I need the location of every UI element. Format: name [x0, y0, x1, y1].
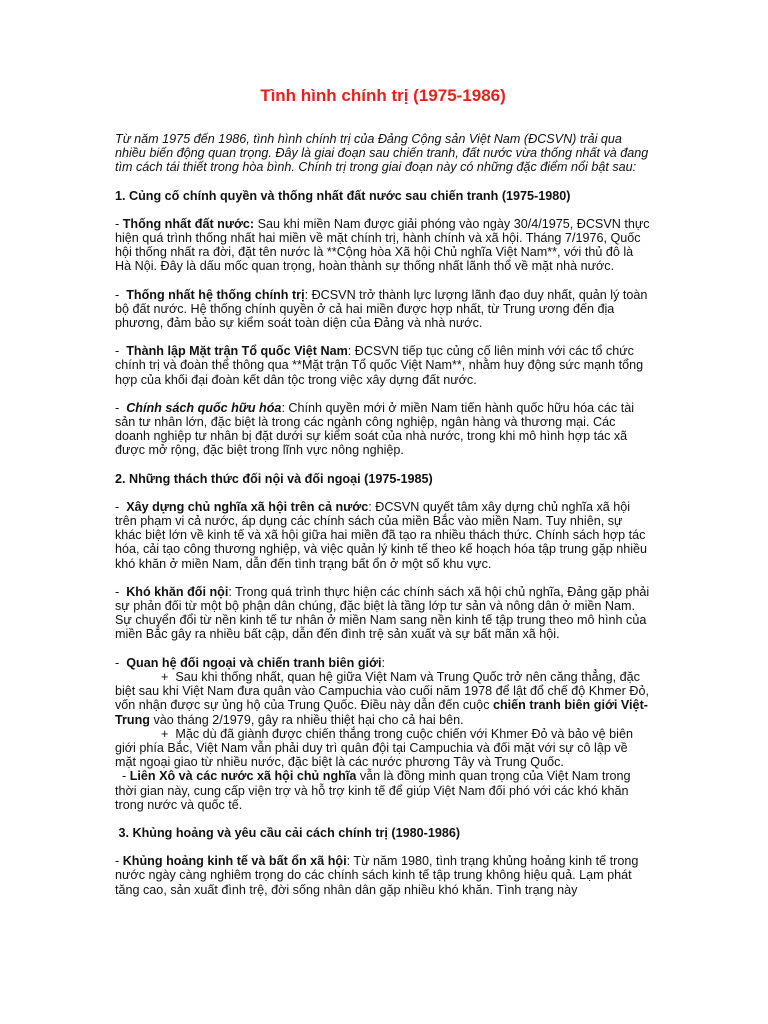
- section-1-paragraph-3: [115, 344, 651, 387]
- section-3-paragraph-1: [115, 854, 651, 897]
- paragraph-text: : ĐCSVN quyết tâm xây dựng chủ nghĩa xã hội trên phạm vi cả nước, áp dụng các chính sách của miền Bắc vào miền Nam. Tuy nhiên, sự khác biệt lớn về kinh tế và xã hội giữa hai miền đã tạo ra nhiều thách thức. Chính sách hợp tác hóa, cải tạo công thương nghiệp, và việc quản lý kinh tế theo kế hoạch hóa tập trung gặp nhiều khó khăn ở miền Nam, dẫn đến tình trạng bất ổn ở một số khu vực.: [115, 499, 648, 571]
- dash: -: [115, 769, 130, 784]
- term: Chính sách quốc hữu hóa: [126, 400, 282, 415]
- colon: :: [381, 655, 385, 670]
- plus-marker: +: [161, 669, 176, 684]
- bullet-text: Mặc dù đã giành được chiến thắng trong cuộc chiến với Khmer Đỏ và bảo vệ biên giới phía Bắc, Việt Nam vẫn phải duy trì quân đội tại Campuchia và đối mặt với sự cô lập về mặt ngoại giao từ nhiều nước, đặc biệt là các nước phương Tây và Trung Quốc.: [115, 726, 633, 770]
- dash: -: [115, 584, 127, 599]
- paragraph-text: Sau khi miền Nam được giải phóng vào ngày 30/4/1975, ĐCSVN thực hiện quá trình thống nhất hai miền về mặt chính trị, hành chính và xã hội. Tháng 7/1976, Quốc hội thống nhất ra đời, đặt tên nước là **Cộng hòa Xã hội Chủ nghĩa Việt Nam**, với thủ đô là Hà Nội. Đây là dấu mốc quan trọng, hoàn thành sự thống nhất lãnh thổ về mặt nhà nước.: [115, 216, 650, 274]
- bullet-1: [115, 670, 651, 727]
- term: Xây dựng chủ nghĩa xã hội trên cả nước: [126, 499, 369, 514]
- paragraph-text: : Từ năm 1980, tình trạng khủng hoảng kinh tế trong nước ngày càng nghiêm trọng do các chính sách kinh tế tập trung không hiệu quả. Lạm phát tăng cao, sản xuất đình trệ, đời sống nhân dân gặp nhiều khó khăn. Tình trạng này: [115, 854, 639, 897]
- bullet-text: vẫn là đồng minh quan trọng của Việt Nam trong thời gian này, cung cấp viện trợ và hỗ trợ kinh tế để giúp Việt Nam đối phó với các khó khăn trong nước và quốc tế.: [115, 769, 631, 812]
- dash: -: [115, 854, 123, 869]
- section-1-heading: 1. Củng cố chính quyền và thống nhất đất nước sau chiến tranh (1975-1980): [115, 188, 571, 203]
- term: Thành lập Mặt trận Tổ quốc Việt Nam: [126, 344, 348, 359]
- foreign-relations-line: [115, 656, 651, 670]
- paragraph-text: : ĐCSVN tiếp tục củng cố liên minh với các tổ chức chính trị và đoàn thể thông qua **Mặt trận Tổ quốc Việt Nam**, nhằm huy động sức mạnh tổng hợp của khối đại đoàn kết dân tộc trong việc xây dựng đất nước.: [115, 344, 644, 387]
- dash: -: [115, 216, 123, 231]
- dash: -: [115, 499, 127, 514]
- plus-marker: +: [161, 726, 176, 741]
- section-1-paragraph-1: [115, 217, 651, 274]
- term: Thống nhất hệ thống chính trị: [126, 287, 305, 302]
- section-1-paragraph-4: [115, 401, 651, 458]
- section-2-heading: 2. Những thách thức đối nội và đối ngoại (1975-1985): [115, 471, 433, 486]
- document-title: Tình hình chính trị (1975-1986): [260, 86, 506, 105]
- paragraph-text: : ĐCSVN trở thành lực lượng lãnh đạo duy nhất, quản lý toàn bộ đất nước. Hệ thống chính quyền ở cả hai miền được hợp nhất, từ Trung ương đến địa phương, đảm bảo sự kiểm soát toàn diện của Đảng và nhà nước.: [115, 287, 648, 331]
- section-1-paragraph-2: [115, 288, 651, 331]
- bullet-text-tail: vào tháng 2/1979, gây ra nhiều thiệt hại cho cả hai bên.: [149, 712, 464, 727]
- term: Khó khăn đối nội: [126, 584, 229, 599]
- term: chiến tranh biên giới Việt-Trung: [115, 698, 648, 727]
- bullet-text: Sau khi thống nhất, quan hệ giữa Việt Nam và Trung Quốc trở nên căng thẳng, đặc biệt sau khi Việt Nam đưa quân vào Campuchia vào cuối năm 1978 để lật đổ chế độ Khmer Đỏ, vốn nhận được sự ủng hộ của Trung Quốc. Điều này dẫn đến cuộc: [115, 669, 649, 713]
- bullet-3: [115, 769, 651, 812]
- term: Quan hệ đối ngoại và chiến tranh biên giới: [126, 655, 382, 670]
- intro-paragraph: Từ năm 1975 đến 1986, tình hình chính trị của Đảng Cộng sản Việt Nam (ĐCSVN) trải qua nhiều biến động quan trọng. Đây là giai đoạn sau chiến tranh, đất nước vừa thống nhất và đang tìm cách tái thiết trong hòa bình. Chính trị trong giai đoạn này có những đặc điểm nổi bật sau:: [115, 132, 649, 175]
- bullet-2: [115, 727, 651, 770]
- section-2-paragraph-3: [115, 656, 651, 812]
- document-body: [115, 86, 651, 911]
- section-2-paragraph-2: [115, 585, 651, 642]
- paragraph-text: : Trong quá trình thực hiện các chính sách xã hội chủ nghĩa, Đảng gặp phải sự phản đối từ một bộ phận dân chúng, đặc biệt là tầng lớp tư sản và nông dân ở miền Nam. Sự chuyển đổi từ nền kinh tế tư nhân ở miền Nam sang nền kinh tế tập trung theo mô hình của miền Bắc gây ra nhiều bất cập, dẫn đến đình trệ sản xuất và sự bất mãn xã hội.: [115, 584, 650, 642]
- term: Thống nhất đất nước:: [122, 216, 255, 231]
- section-3-heading: 3. Khủng hoảng và yêu cầu cải cách chính trị (1980-1986): [115, 825, 461, 840]
- term: Khủng hoảng kinh tế và bất ổn xã hội: [122, 854, 347, 869]
- paragraph-text: : Chính quyền mới ở miền Nam tiến hành quốc hữu hóa các tài sản tư nhân lớn, đặc biệt là trong các ngành công nghiệp, ngân hàng và thương mại. Các doanh nghiệp tư nhân bị đặt dưới sự kiểm soát của nhà nước, trong khi mô hình hợp tác xã được mở rộng, đặc biệt trong lĩnh vực nông nghiệp.: [115, 400, 635, 458]
- dash: -: [115, 344, 127, 359]
- dash: -: [115, 400, 127, 415]
- section-2-paragraph-1: [115, 500, 651, 571]
- dash: -: [115, 287, 127, 302]
- term: Liên Xô và các nước xã hội chủ nghĩa: [129, 769, 357, 784]
- dash: -: [115, 655, 127, 670]
